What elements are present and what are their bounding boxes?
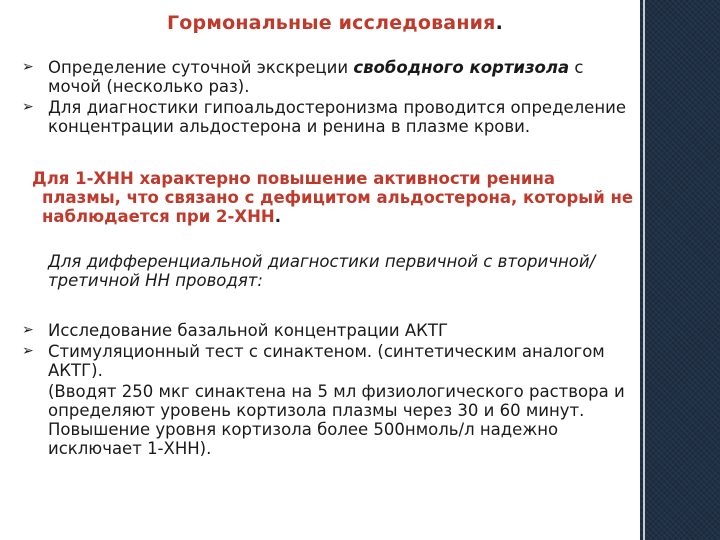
decorative-side-panel [640, 0, 720, 540]
bullet-item-acth [22, 321, 634, 340]
bullet-text: Для диагностики гипоальдостеронизма проводится определение концентрации альдостерона и ренина в плазме крови. [48, 98, 626, 136]
bullet-item-hypoaldosteronism [22, 98, 634, 136]
bullet-item-stimulation-test [22, 342, 634, 380]
synacthen-note: (Вводят 250 мкг синактена на 5 мл физиологического раствора и определяют уровень кортизола плазмы через 30 и 60 минут. Повышение уровня кортизола более 500нмоль/л надежно исключает 1-ХНН). [48, 382, 625, 458]
arrow-bullet-icon: ➢ [22, 322, 34, 338]
title-period: . [495, 12, 503, 34]
bullet-item-cortisol [22, 58, 634, 96]
differential-diagnosis-intro: Для дифференциальной диагностики первичной с вторичной/третичной НН проводят: [48, 252, 596, 290]
arrow-bullet-icon: ➢ [22, 99, 34, 115]
title-text: Гормональные исследования [167, 12, 496, 34]
bullet-text: Исследование базальной концентрации АКТГ [48, 321, 449, 340]
bullet-text-part: с мочой (несколько раз). [48, 58, 584, 96]
highlight-rest: плазмы, что связано с дефицитом альдостерона, который не наблюдается при 2-ХНН [42, 188, 634, 226]
bullet-text-part: Определение суточной экскреции [48, 58, 354, 77]
slide-content [22, 58, 634, 458]
bullet-text: Стимуляционный тест с синактеном. (синтетическим аналогом АКТГ). [48, 342, 605, 380]
side-divider-line [643, 0, 645, 540]
arrow-bullet-icon: ➢ [22, 343, 34, 359]
highlight-first-line: Для 1-ХНН характерно повышение активности ренина [32, 169, 555, 188]
bullet-emphasis: свободного кортизола [353, 58, 570, 77]
arrow-bullet-icon: ➢ [22, 59, 34, 75]
highlight-period: . [274, 207, 281, 226]
slide-title [0, 12, 670, 34]
highlight-paragraph [22, 169, 634, 226]
